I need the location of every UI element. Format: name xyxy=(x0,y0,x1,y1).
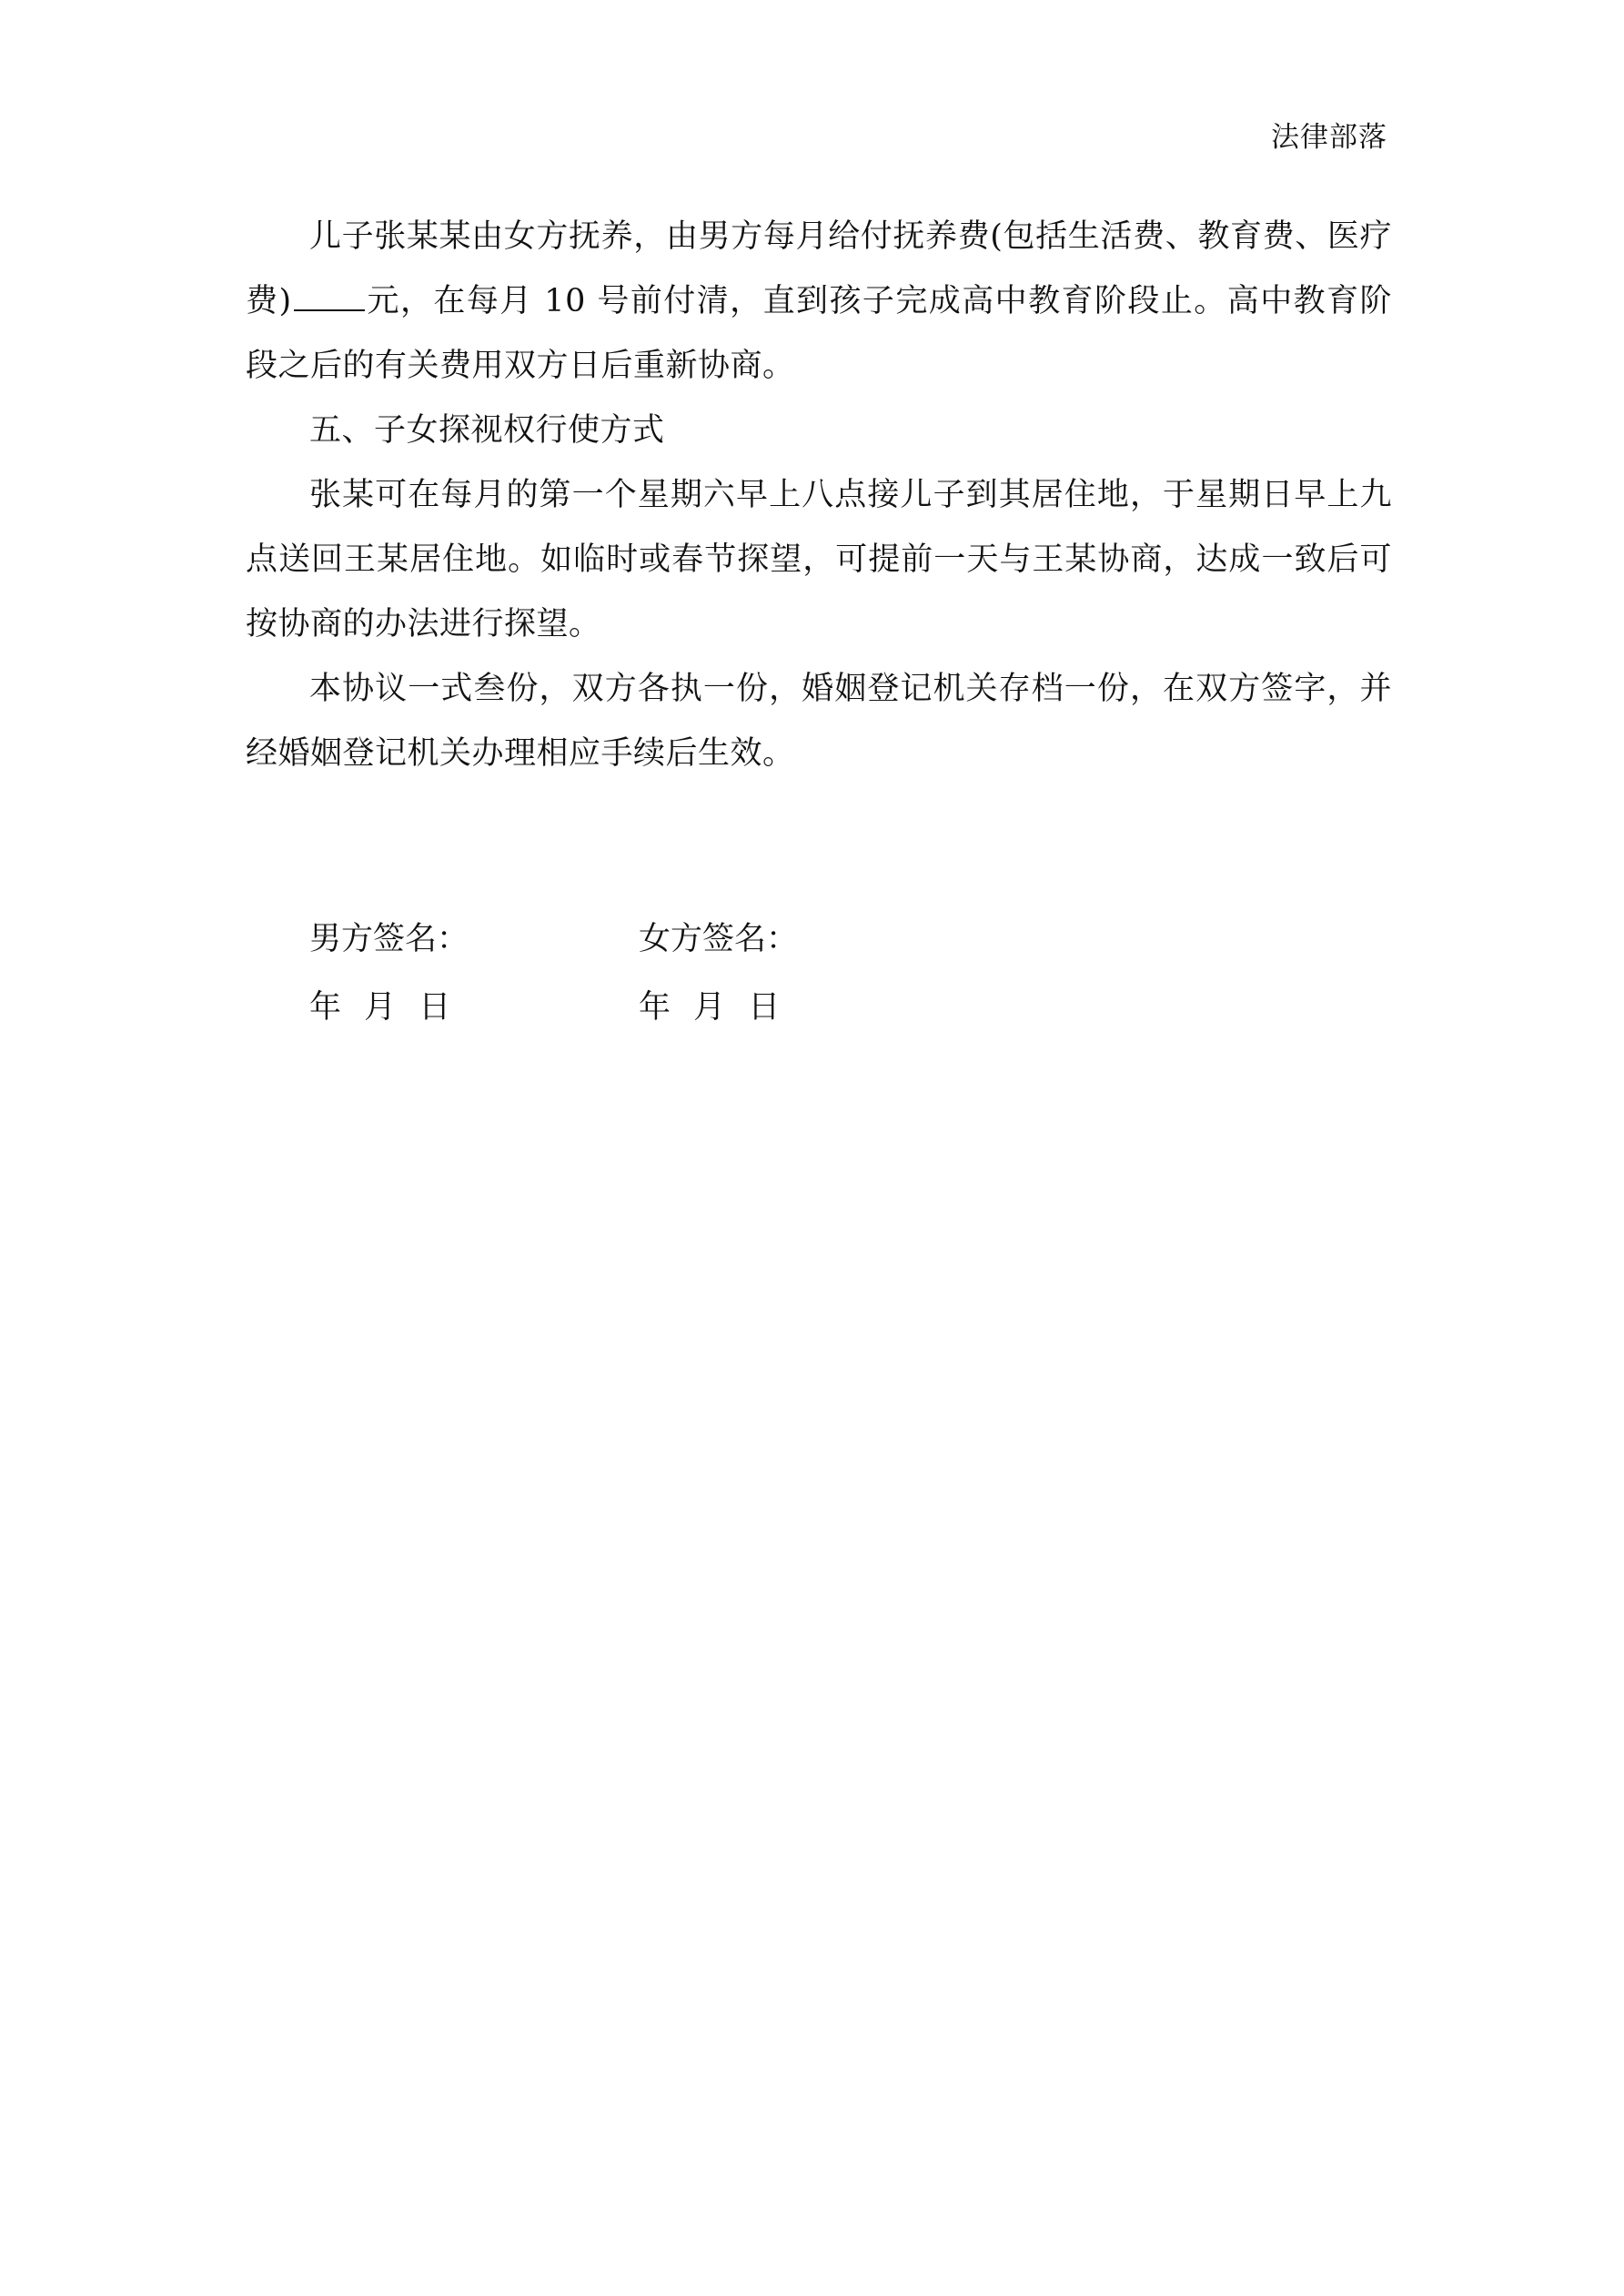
male-signature-label: 男方签名： xyxy=(309,921,469,957)
paragraph-visitation: 张某可在每月的第一个星期六早上八点接儿子到其居住地，于星期日早上九点送回王某居住地。如临时或春节探望，可提前一天与王某协商，达成一致后可按协商的办法进行探望。 xyxy=(246,477,1392,642)
header-brand: 法律部落 xyxy=(1271,121,1387,154)
female-signature-date: 年 月 日 xyxy=(639,989,781,1026)
signature-label-row xyxy=(309,905,1128,974)
document-body xyxy=(246,205,1392,786)
female-signature-label: 女方签名： xyxy=(639,921,799,957)
paragraph-copies: 本协议一式叁份，双方各执一份，婚姻登记机关存档一份，在双方签字，并经婚姻登记机关办理相应手续后生效。 xyxy=(246,671,1392,772)
child-support-text-after: 元，在每月 10 号前付清，直到孩子完成高中教育阶段止。高中教育阶段之后的有关费用双方日后重新协商。 xyxy=(246,283,1393,384)
child-support-text-before: 儿子张某某由女方抚养，由男方每月给付抚养费(包括生活费、教育费、医疗费) xyxy=(246,218,1392,319)
paragraph-child-support xyxy=(246,205,1392,399)
signature-date-row xyxy=(309,974,1128,1042)
section-heading-visitation: 五、子女探视权行使方式 xyxy=(309,412,665,449)
amount-blank-line xyxy=(294,284,365,311)
male-signature-date: 年 月 日 xyxy=(309,989,451,1026)
signature-block xyxy=(309,905,1128,1042)
